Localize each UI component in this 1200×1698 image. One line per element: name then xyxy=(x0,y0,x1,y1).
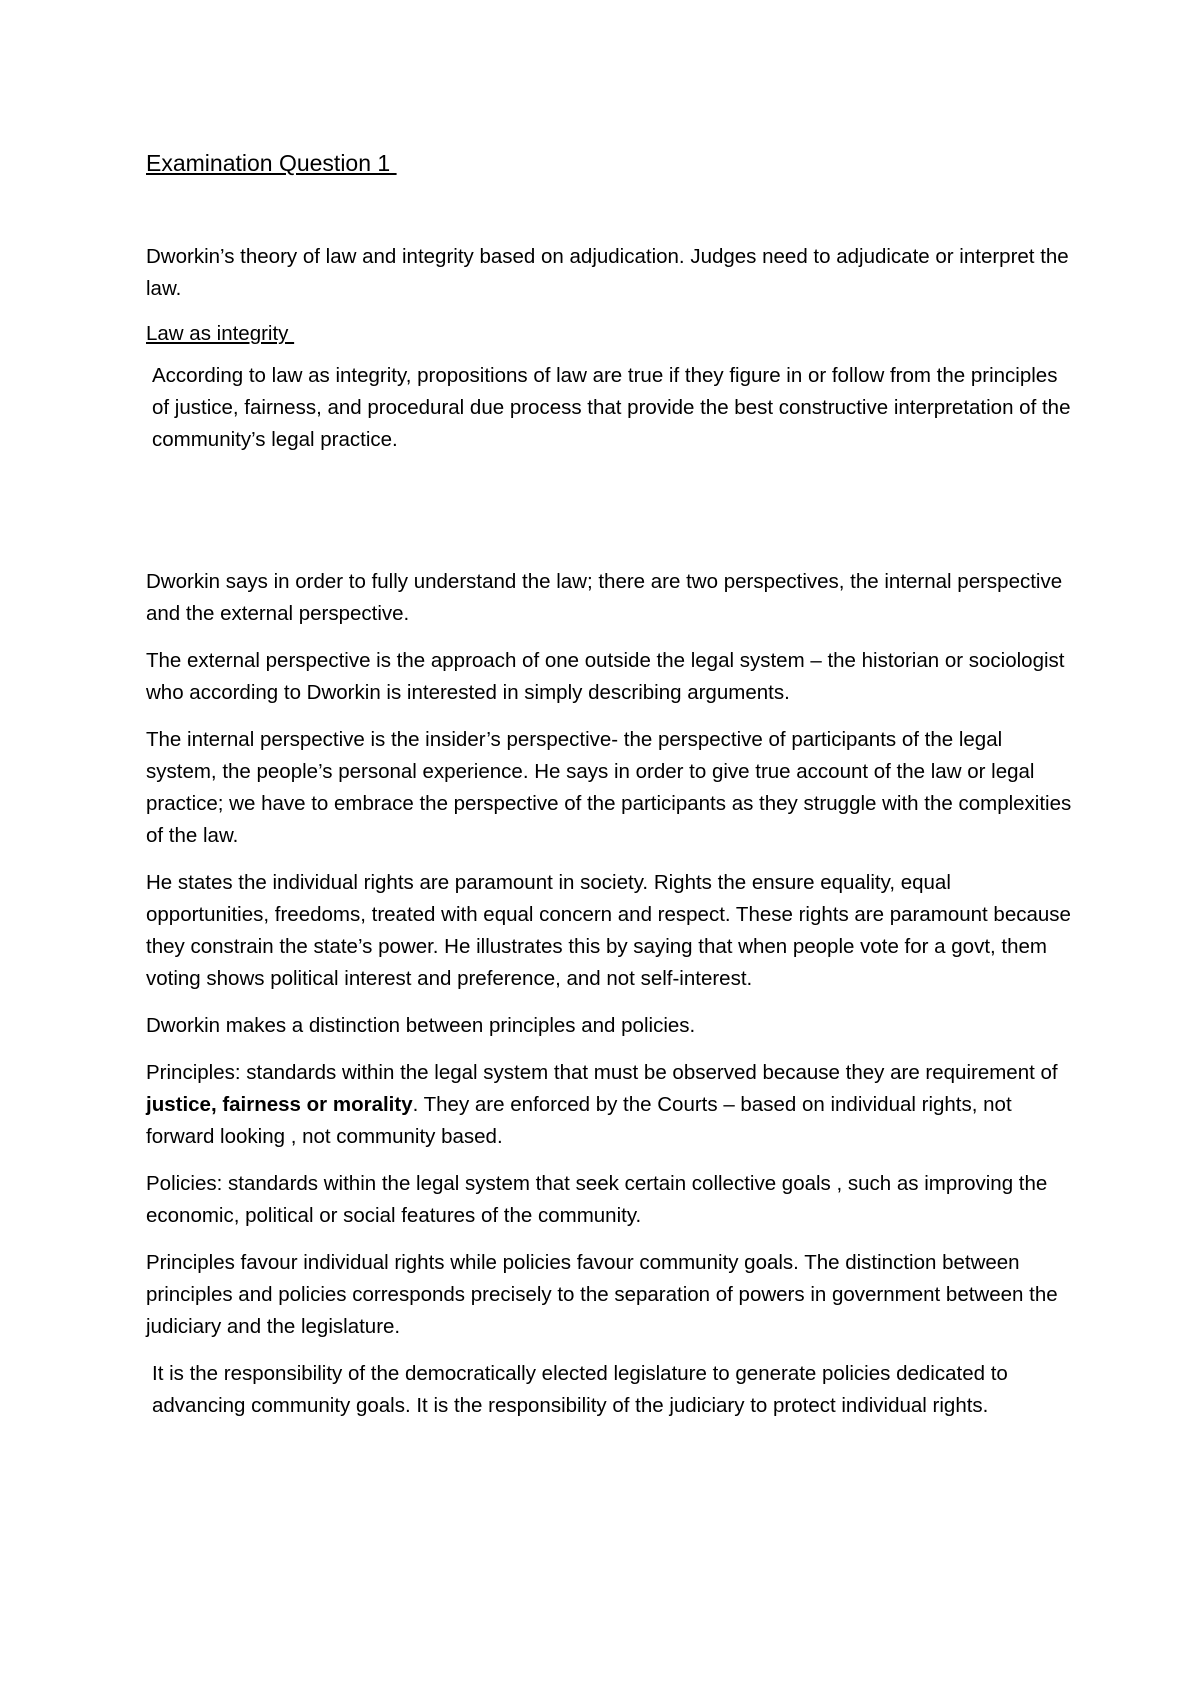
external-perspective-paragraph: The external perspective is the approach of one outside the legal system – the historian or sociologist who according to Dworkin is interested in simply describing arguments. xyxy=(146,649,1065,704)
principles-text-end: . They are enforced by the Courts – based on individual rights, not forward looking , not community based. xyxy=(146,1093,1012,1148)
internal-perspective-paragraph: The internal perspective is the insider’s perspective- the perspective of participants of the legal system, the people’s personal experience. He says in order to give true account of the law or legal practice; we have to embrace the perspective of the participants as they struggle with the complexities of the law. xyxy=(146,728,1072,847)
perspectives-paragraph: Dworkin says in order to fully understand the law; there are two perspectives, the internal perspective and the external perspective. xyxy=(146,570,1063,625)
principles-vs-policies-paragraph: Principles favour individual rights while policies favour community goals. The distinction between principles and policies corresponds precisely to the separation of powers in government between the judiciary and the legislature. xyxy=(146,1251,1058,1338)
section-heading-law-as-integrity: Law as integrity xyxy=(146,322,295,345)
document-body xyxy=(146,148,1076,1437)
distinction-paragraph: Dworkin makes a distinction between principles and policies. xyxy=(146,1014,696,1037)
principles-bold-terms: justice, fairness or morality xyxy=(146,1093,413,1116)
intro-paragraph: Dworkin’s theory of law and integrity based on adjudication. Judges need to adjudicate or interpret the law. xyxy=(146,245,1069,300)
individual-rights-paragraph: He states the individual rights are paramount in society. Rights the ensure equality, equal opportunities, freedoms, treated with equal concern and respect. These rights are paramount because they constrain the state’s power. He illustrates this by saying that when people vote for a govt, them voting shows political interest and preference, and not self-interest. xyxy=(146,871,1071,990)
blank-space xyxy=(146,471,1076,566)
principles-paragraph xyxy=(146,1057,1076,1153)
law-as-integrity-paragraph: According to law as integrity, propositions of law are true if they figure in or follow from the principles of justice, fairness, and procedural due process that provide the best constructive interpretation of the community’s legal practice. xyxy=(152,364,1071,451)
policies-paragraph: Policies: standards within the legal system that seek certain collective goals , such as improving the economic, political or social features of the community. xyxy=(146,1172,1048,1227)
principles-text-start: Principles: standards within the legal system that must be observed because they are requirement of xyxy=(146,1061,1058,1084)
responsibility-paragraph: It is the responsibility of the democratically elected legislature to generate policies dedicated to advancing community goals. It is the responsibility of the judiciary to protect individual rights. xyxy=(152,1362,1008,1417)
page-title: Examination Question 1 xyxy=(146,150,397,176)
